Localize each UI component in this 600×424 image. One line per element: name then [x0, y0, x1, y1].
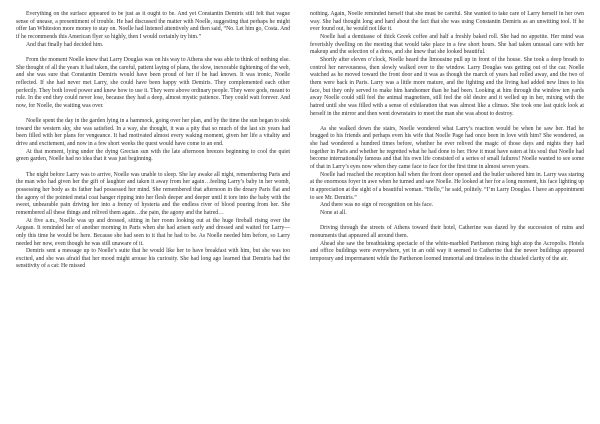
paragraph: At that moment, lying under the dying Grecian sun with the late afternoon breezes beginning to cool the quiet green garden, Noelle had no idea that it was just beginning. — [16, 148, 290, 163]
left-page — [0, 11, 300, 424]
paragraph: Shortly after eleven o’clock, Noelle heard the limousine pull up in front of the house. She took a deep breath to control her nervousness, then slowly walked over to the window. Larry Douglas was getting out of the car. Noelle watched as he moved toward the front door and it was as though the march of years had rolled away, and the two of them were back in Paris. Larry was a little more mature, and the fighting and the living had added new lines to his face, but they only served to make him handsomer than he had been. Looking at him through the window ten yards away Noelle could still feel the animal magnetism, still feel the old desire and it welled up in her, mixing with the hatred until she was filled with a sense of exhilaration that was almost like a climax. She took one last quick look at herself in the mirror and then went downstairs to meet the man she was about to destroy. — [310, 56, 584, 117]
paragraph: nothing. Again, Noelle reminded herself that she must be careful. She wanted to take care of Larry herself in her own way. She had thought long and hard about the fact that she was using Constantin Demiris as an unwitting tool. If he ever found out, he would not like it. — [310, 11, 584, 33]
paragraph: Noelle spent the day in the garden lying in a hammock, going over her plan, and by the time the sun began to sink toward the western sky, she was satisfied. In a way, she thought, it was a pity that so much of the last six years had been filled with her plans for vengeance. It had motivated almost every waking moment, given her life a vitality and drive and excitement, and now in a few short weeks the quest would have come to an end. — [16, 118, 290, 148]
paragraph: Noelle had reached the reception hall when the front door opened and the butler ushered him in. Larry was staring at the enormous foyer in awe when he turned and saw Noelle. He looked at her for a long moment, his face lighting up in appreciation at the sight of a beautiful woman. “Hello,” he said, politely. “I’m Larry Douglas. I have an appointment to see Mr. Demiris.” — [310, 171, 584, 201]
right-page — [300, 11, 600, 424]
paragraph: And there was no sign of recognition on his face. — [320, 202, 434, 209]
paragraph: Noelle had a demitasse of thick Greek coffee and half a freshly baked roll. She had no appetite. Her mind was feverishly dwelling on the meeting that would take place in a few short hours. She had taken unusual care with her makeup and the selection of a dress, and she knew that she looked beautiful. — [310, 33, 584, 56]
paragraph: The night before Larry was to arrive, Noelle was unable to sleep. She lay awake all night, remembering Paris and the man who had given her the gift of laughter and taken it away from her again…feeling Larry’s baby in her womb, possessing her body as its father had possessed her mind. She remembered that afternoon in the dreary Paris flat and the agony of the pointed metal coat hanger ripping into her flesh deeper and deeper until it tore into the baby with the sweet, unbearable pain driving her into a frenzy of hysteria and the endless river of blood pouring from her. She remembered all these things and relived them again…the pain, the agony and the hatred… — [16, 171, 290, 216]
paragraph: Driving through the streets of Athens toward their hotel, Catherine was dazed by the succession of ruins and monuments that appeared all around them. — [310, 225, 584, 239]
paragraph: At five a.m., Noelle was up and dressed, sitting in her room looking out at the huge fireball rising over the Aegean. It reminded her of another morning in Paris when she had arisen early and dressed and waited for Larry—only this time he would be here. Because she had seen to it that he had to be. As Noelle needed him before, so Larry needed her now, even though he was still unaware of it. — [16, 217, 290, 247]
paragraph: Ahead she saw the breathtaking spectacle of the white-marbled Parthenon rising high atop the Acropolis. Hotels and office buildings were everywhere, yet in an odd way it seemed to Catherine that the newer buildings appeared temporary and impermanent while the Parthenon loomed immortal and timeless in the chiseled clarity of the air. — [310, 240, 584, 262]
paragraph: From the moment Noelle knew that Larry Douglas was on his way to Athens she was able to think of nothing else. She thought of all the years it had taken, the careful, patient laying of plans, the slow, inexorable tightening of the web, and she was sure that Constantin Demiris would have been proud of her if he had known. It was ironic, Noelle reflected. If she had never met Larry, she could have been happy with Demiris. They complemented each other perfectly. They both loved power and knew how to use it. They were above ordinary people. They were gods, meant to rule. In the end they could never lose, because they had a deep, almost mystic patience. They could wait forever. And now, for Noelle, the waiting was over. — [16, 56, 290, 109]
paragraph: None at all. — [320, 210, 347, 216]
paragraph: As she walked down the stairs, Noelle wondered what Larry’s reaction would be when he saw her. Had he bragged to his friends and perhaps even his wife that Noelle Page had once been in love with him? She wondered, as she had wondered a hundred times before, whether he ever relived the magic of those days and nights they had together in Paris and whether he regretted what he had done to her. How it must have eaten at his soul that Noelle had become internationally famous and that his own life consisted of a series of small failures! Noelle wanted to see some of that in Larry’s eyes now when they came face to face for the first time in almost seven years. — [310, 125, 584, 171]
paragraph: And that finally had decided him. — [26, 41, 104, 48]
paragraph: Demiris sent a message up to Noelle’s suite that he would like her to have breakfast with him, but she was too excited, and she was afraid that her mood might arouse his curiosity. She had long ago learned that Demiris had the sensitivity of a cat: He missed — [16, 248, 290, 270]
paragraph: Everything on the surface appeared to be just as it ought to be. And yet Constantin Demiris still felt that vague sense of unease, a presentiment of trouble. He had discussed the matter with Noelle, suggesting that perhaps he might offer Ian Whiteston more money to stay on. Noelle had listened attentively and then said, “No. Let him go, Costa. And if he recommends this American flyer so highly, then I would certainly try him.” — [16, 11, 290, 40]
